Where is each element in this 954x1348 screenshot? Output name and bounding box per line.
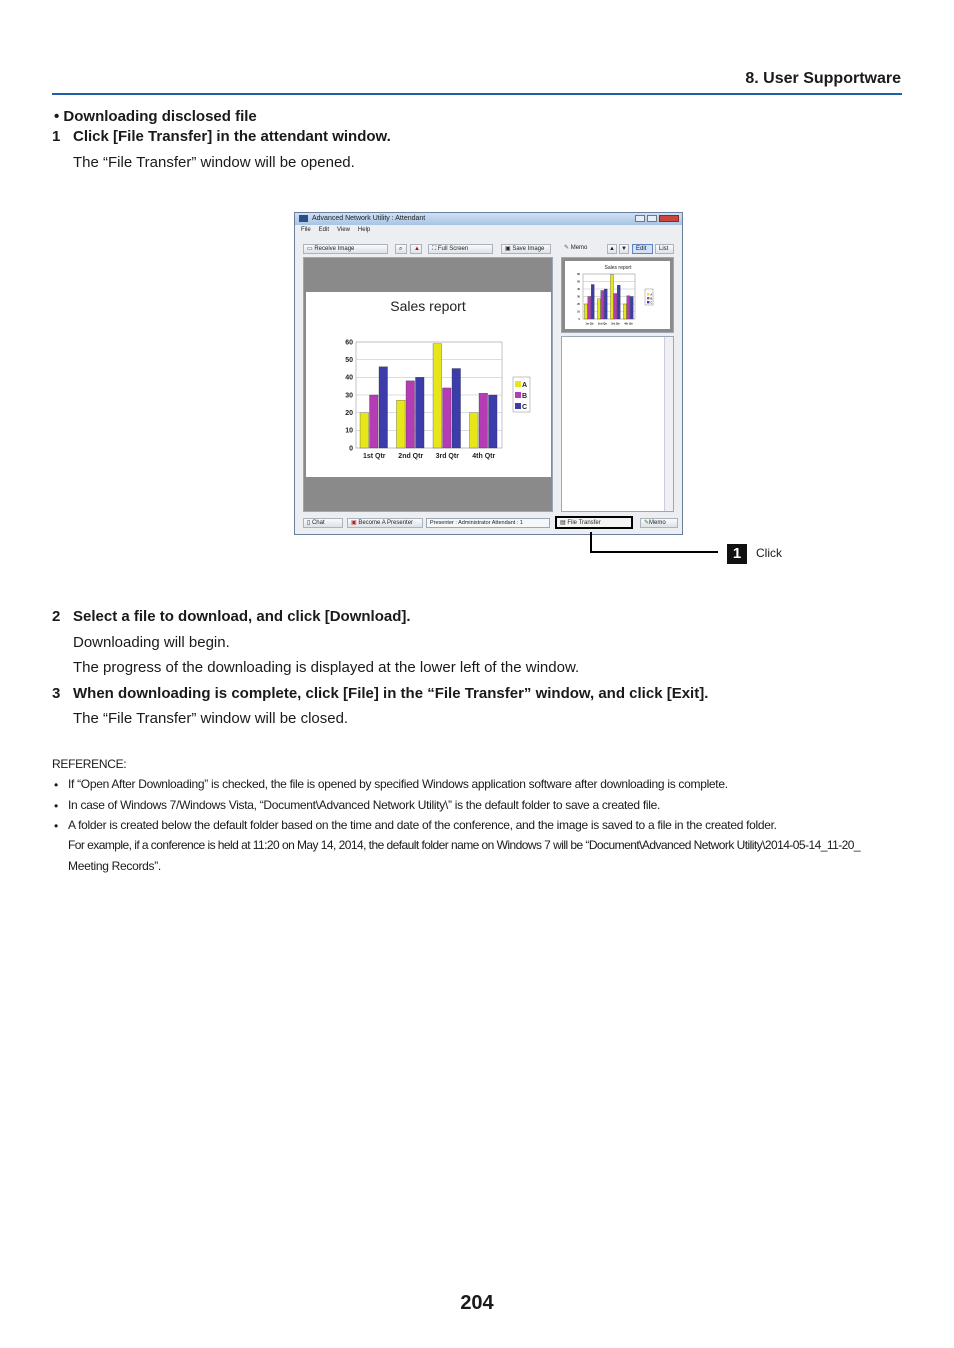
chart-title: Sales report [604, 265, 632, 271]
bar [433, 344, 442, 448]
step-note: Downloading will begin. [73, 634, 230, 651]
bar [488, 395, 497, 448]
memo-thumbnail-pane [561, 257, 674, 333]
bar [591, 285, 594, 320]
memo-pencil-icon: ✎ [644, 520, 650, 526]
menu-edit[interactable]: Edit [318, 227, 330, 233]
x-tick-label: 3rd Qtr [435, 453, 459, 460]
y-tick-label: 10 [577, 310, 580, 314]
bullet: • [54, 819, 59, 833]
bar [397, 400, 406, 448]
file-transfer-button[interactable]: ▤ File Transfer [555, 516, 633, 529]
legend-swatch [515, 392, 521, 398]
legend-swatch [647, 293, 649, 295]
window-title: Advanced Network Utility : Attendant [312, 215, 426, 222]
chat-button[interactable]: ▯ Chat [303, 518, 343, 528]
step-text: Select a file to download, and click [Download]. [73, 608, 411, 625]
close-icon[interactable] [659, 215, 679, 222]
step-3 [52, 685, 708, 702]
y-tick-label: 30 [577, 295, 580, 299]
legend-label: C [522, 404, 528, 411]
bar [604, 289, 607, 319]
header-rule [52, 93, 902, 95]
list-button[interactable]: List [655, 244, 674, 254]
y-tick-label: 60 [577, 272, 580, 276]
y-tick-label: 40 [345, 374, 353, 382]
step-number: 3 [52, 685, 61, 702]
app-icon [299, 215, 308, 222]
pencil-icon: ✎ [564, 245, 570, 251]
pointer-icon[interactable]: ▲ [410, 244, 422, 254]
callout-label: Click [756, 546, 782, 560]
legend-swatch [647, 297, 649, 299]
memo-toolbar-label [561, 244, 605, 254]
legend-label: B [522, 393, 528, 400]
bar [627, 296, 630, 319]
memo-list [561, 336, 674, 512]
minimize-icon[interactable] [635, 215, 645, 222]
y-tick-label: 0 [578, 317, 580, 321]
become-presenter-label: Become A Presenter [358, 520, 414, 526]
x-tick-label: 1st Qtr [585, 322, 594, 326]
bar [479, 393, 488, 448]
bar [370, 395, 379, 448]
y-tick-label: 30 [345, 392, 353, 400]
bar [360, 413, 369, 448]
bar [379, 367, 388, 448]
zoom-icon[interactable]: ⌕ [395, 244, 407, 254]
become-presenter-button[interactable] [347, 518, 423, 528]
y-tick-label: 10 [345, 427, 353, 435]
step-note: The progress of the downloading is displayed at the lower left of the window. [73, 659, 580, 676]
bar [617, 285, 620, 319]
file-transfer-label: File Transfer [567, 520, 601, 526]
x-tick-label: 3rd Qtr [611, 322, 620, 326]
legend-label: A [522, 382, 528, 389]
down-arrow-icon[interactable]: ▼ [619, 244, 629, 254]
memo-label: Memo [570, 245, 588, 251]
bullet: • [54, 799, 59, 813]
chart-title: Sales report [390, 298, 466, 314]
y-tick-label: 0 [349, 445, 353, 453]
step-number: 1 [52, 128, 61, 145]
bar [601, 291, 604, 320]
save-image-button[interactable]: ▣ Save Image [501, 244, 551, 254]
y-tick-label: 40 [577, 287, 580, 291]
x-tick-label: 2nd Qtr [398, 453, 424, 460]
step-1 [52, 128, 391, 145]
legend-label: A [650, 293, 653, 297]
window-titlebar [295, 213, 682, 225]
y-tick-label: 50 [345, 357, 353, 364]
page-number: 204 [460, 1292, 494, 1314]
legend-swatch [647, 301, 649, 303]
bar [630, 297, 633, 320]
memo-thumbnail[interactable] [565, 261, 670, 329]
reference-item: In case of Windows 7/Windows Vista, “Document\Advanced Network Utility\” is the default folder to save a created file. [68, 798, 660, 812]
memo-button[interactable] [640, 518, 678, 528]
x-tick-label: 4th Qtr [472, 453, 496, 460]
x-tick-label: 1st Qtr [362, 453, 386, 460]
legend-label: B [650, 297, 653, 301]
step-text: Click [File Transfer] in the attendant window. [73, 128, 391, 145]
x-tick-label: 2nd Qtr [597, 322, 608, 326]
callout-leader [588, 532, 728, 556]
thumbnail-chart [565, 261, 670, 329]
step-2 [52, 608, 411, 625]
edit-button[interactable]: Edit [632, 244, 653, 254]
y-tick-label: 20 [345, 410, 353, 417]
menu-file[interactable]: File [301, 227, 311, 233]
callout-badge: 1 [727, 544, 747, 564]
legend-swatch [515, 403, 521, 409]
memo-button-label: Memo [649, 520, 666, 526]
step-number: 2 [52, 608, 61, 625]
receive-image-label: Receive Image [314, 246, 355, 252]
reference-item: A folder is created below the default folder based on the time and date of the conference, and the image is saved to a file in the created folder. [68, 818, 777, 832]
reference-example: For example, if a conference is held at 11:20 on May 14, 2014, the default folder name on Windows 7 will be “Document\Advanced Network Utility\2014-05-14_11-20_ [68, 838, 861, 852]
bar [614, 294, 617, 320]
menu-bar [301, 227, 378, 233]
bar [584, 304, 587, 319]
full-screen-button[interactable]: ⛶ Full Screen [428, 244, 493, 254]
shared-image-slide [306, 292, 551, 477]
x-tick-label: 4th Qtr [624, 322, 633, 326]
menu-view[interactable]: View [337, 227, 350, 233]
shared-image-pane [303, 257, 553, 512]
full-screen-label: Full Screen [437, 246, 469, 252]
receive-image-button[interactable]: ▭ Receive Image [303, 244, 388, 254]
presenter-icon: ▣ [351, 520, 357, 526]
bullet: • [54, 778, 59, 792]
step-note: The “File Transfer” window will be opened. [73, 154, 355, 171]
bar [588, 297, 591, 320]
bar [452, 369, 461, 449]
reference-example-cont: Meeting Records”. [68, 859, 161, 873]
bar [470, 413, 479, 448]
bar [406, 381, 415, 448]
sales-chart [306, 292, 551, 477]
memo-list-scrollbar[interactable] [664, 337, 673, 511]
bar [597, 299, 600, 319]
save-image-label: Save Image [512, 246, 545, 252]
bar [415, 377, 424, 448]
subsection-heading: • Downloading disclosed file [54, 108, 257, 125]
chat-label: Chat [311, 520, 325, 526]
attendant-window [294, 212, 683, 535]
status-field: Presenter : Administrator Attendant : 1 [426, 518, 550, 528]
y-tick-label: 60 [345, 339, 353, 347]
bar [443, 388, 452, 448]
up-arrow-icon[interactable]: ▲ [607, 244, 617, 254]
bar [610, 275, 613, 319]
reference-item: If “Open After Downloading” is checked, the file is opened by specified Windows application software after downloading is complete. [68, 777, 728, 791]
y-tick-label: 20 [577, 302, 580, 306]
section-title: 8. User Supportware [745, 70, 901, 87]
legend-swatch [515, 381, 521, 387]
step-text: When downloading is complete, click [File] in the “File Transfer” window, and click [Exit]. [73, 685, 709, 702]
step-note: The “File Transfer” window will be closed. [73, 710, 349, 727]
y-tick-label: 50 [577, 280, 580, 284]
legend-label: C [650, 301, 653, 305]
reference-heading: REFERENCE: [52, 757, 127, 771]
bar [623, 304, 626, 319]
menu-help[interactable]: Help [357, 227, 371, 233]
maximize-icon[interactable] [647, 215, 657, 222]
